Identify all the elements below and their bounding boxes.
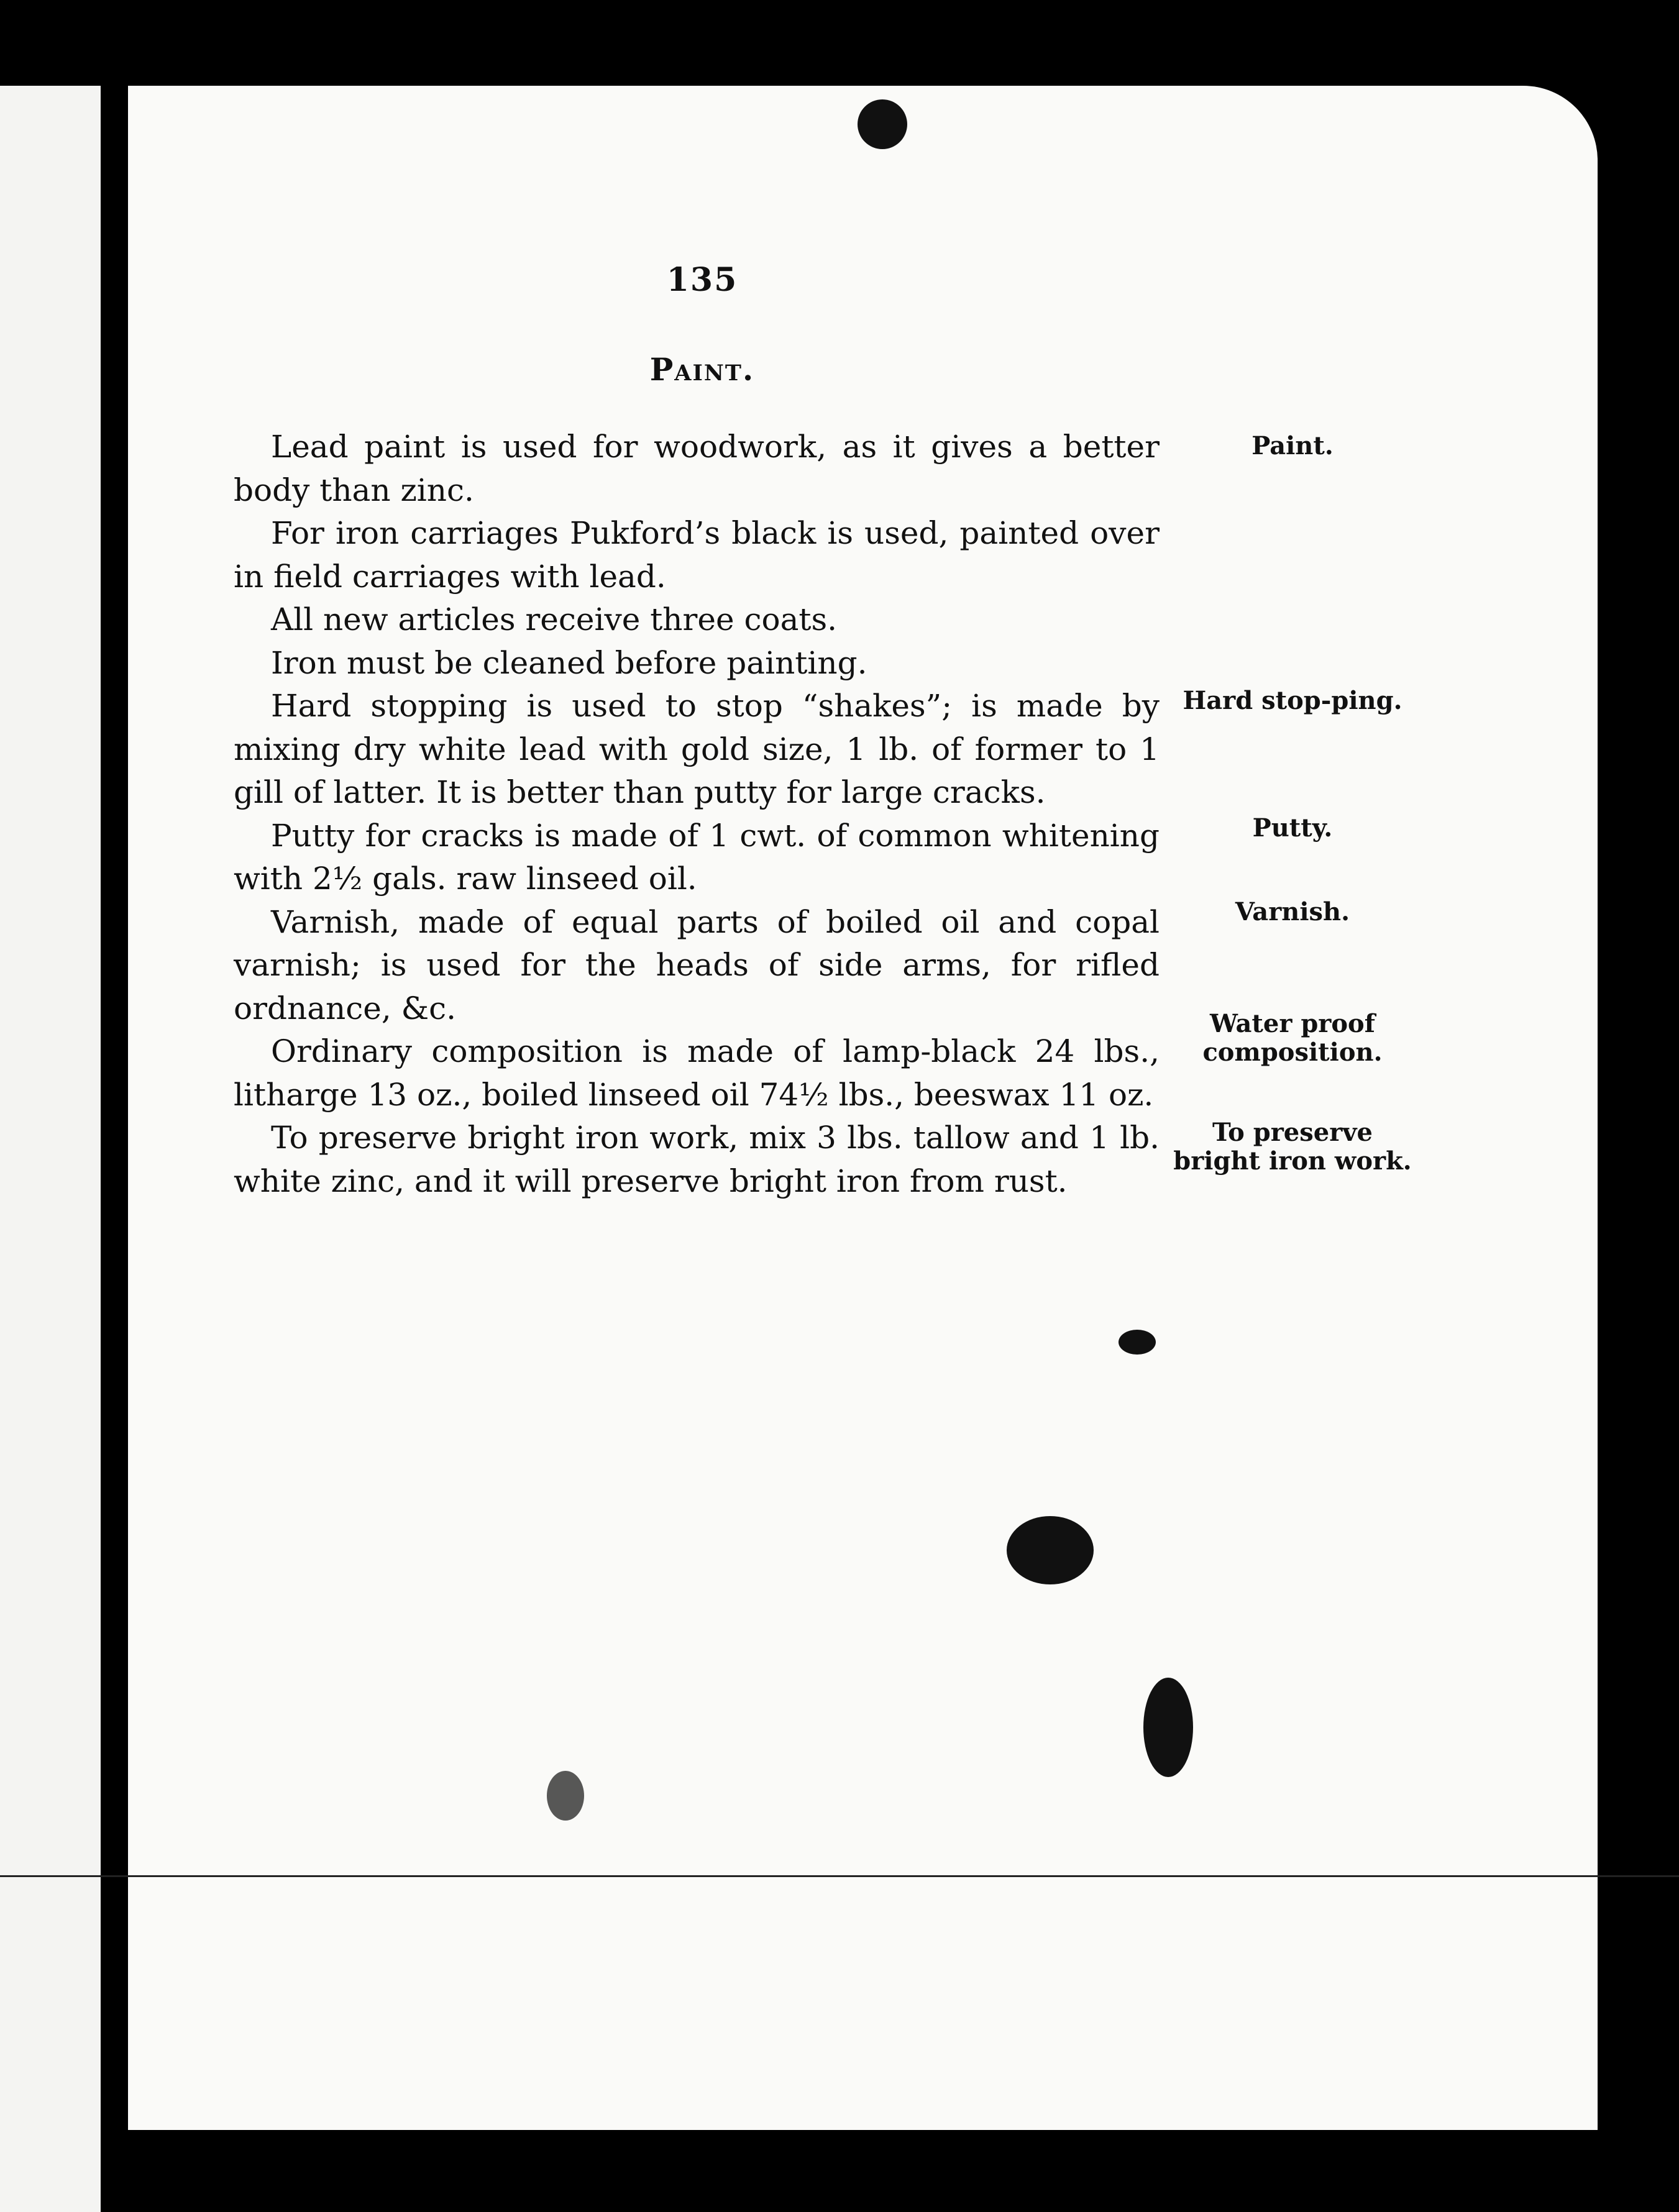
facing-page-edge (0, 86, 101, 2212)
margin-note-preserve-iron: To preserve bright iron work. (1173, 1118, 1412, 1176)
ink-stain (1119, 1330, 1156, 1355)
page-number: 135 (666, 261, 738, 299)
margin-note-paint: Paint. (1251, 431, 1334, 460)
paragraph-three-coats: All new articles receive three coats. (271, 601, 838, 638)
ink-stain (547, 1771, 584, 1821)
scan-rule-line (0, 1875, 1679, 1877)
paragraph-hard-stopping: Hard stopping is used to stop “shakes”; is made by mixing dry white lead with gold size, 1 lb. of former to 1 gill of latter. It is better than putty for large cracks. (234, 688, 1160, 810)
gutter (101, 86, 128, 2212)
paragraph-lead-paint: Lead paint is used for woodwork, as it gives a better body than zinc. (234, 429, 1160, 508)
ink-stain (858, 99, 907, 149)
paragraph-preserve-iron: To preserve bright iron work, mix 3 lbs. tallow and 1 lb. white zinc, and it will preserve bright iron from rust. (234, 1120, 1160, 1199)
margin-note-hard-stopping: Hard stop-ping. (1183, 686, 1402, 715)
margin-note-water-proof: Water proof composition. (1202, 1009, 1383, 1067)
paragraph-iron-cleaned: Iron must be cleaned before painting. (271, 644, 867, 681)
ink-stain (1143, 1678, 1193, 1777)
paragraph-varnish: Varnish, made of equal parts of boiled oil and copal varnish; is used for the heads of side arms, for rifled ordnance, &c. (234, 903, 1160, 1026)
ink-stain (1007, 1516, 1094, 1584)
paragraph-iron-carriages: For iron carriages Pukford’s black is used, painted over in field carriages with lead. (234, 515, 1160, 595)
margin-note-varnish: Varnish. (1235, 897, 1350, 926)
paragraph-putty: Putty for cracks is made of 1 cwt. of common whitening with 2½ gals. raw linseed oil. (234, 817, 1160, 897)
paragraph-ordinary-composition: Ordinary composition is made of lamp-black 24 lbs., litharge 13 oz., boiled linseed oil 74½ lbs., beeswax 11 oz. (234, 1033, 1160, 1113)
margin-note-putty: Putty. (1252, 813, 1333, 843)
body-text (234, 426, 1160, 1203)
section-heading: Paint. (649, 351, 755, 388)
